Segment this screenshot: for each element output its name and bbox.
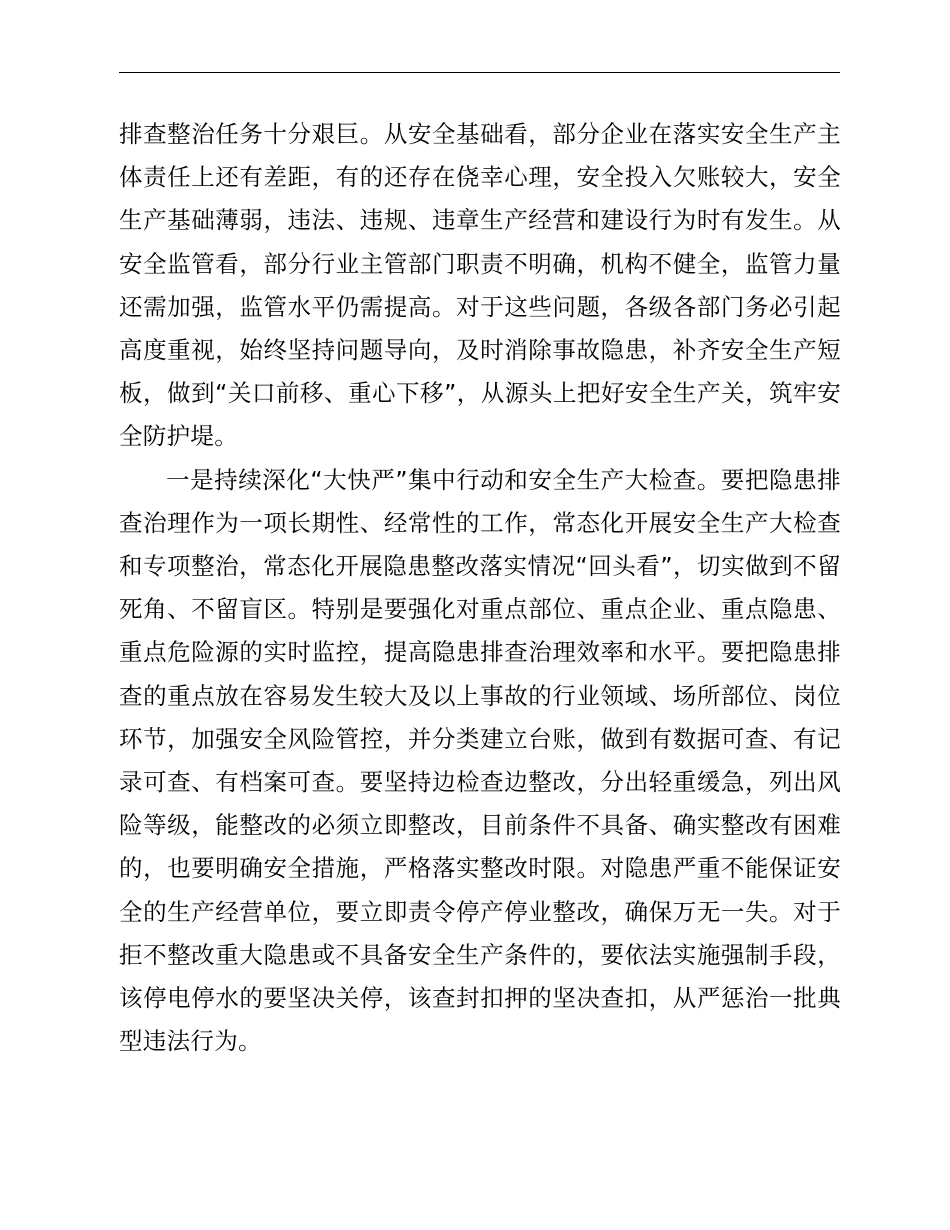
document-body xyxy=(119,113,841,1063)
paragraph-2: 一是持续深化“大快严”集中行动和安全生产大检查。要把隐患排查治理作为一项长期性、经常性的工作，常态化开展安全生产大检查和专项整治，常态化开展隐患整改落实情况“回头看”，切实做到不留死角、不留盲区。特别是要强化对重点部位、重点企业、重点隐患、重点危险源的实时监控，提高隐患排查治理效率和水平。要把隐患排查的重点放在容易发生较大及以上事故的行业领域、场所部位、岗位环节，加强安全风险管控，并分类建立台账，做到有数据可查、有记录可查、有档案可查。要坚持边检查边整改，分出轻重缓急，列出风险等级，能整改的必须立即整改，目前条件不具备、确实整改有困难的，也要明确安全措施，严格落实整改时限。对隐患严重不能保证安全的生产经营单位，要立即责令停产停业整改，确保万无一失。对于拒不整改重大隐患或不具备安全生产条件的，要依法实施强制手段，该停电停水的要坚决关停，该查封扣押的坚决查扣，从严惩治一批典型违法行为。 xyxy=(119,465,841,1056)
paragraph-1: 排查整治任务十分艰巨。从安全基础看，部分企业在落实安全生产主体责任上还有差距，有的还存在侥幸心理，安全投入欠账较大，安全生产基础薄弱，违法、违规、违章生产经营和建设行为时有发生。从安全监管看，部分行业主管部门职责不明确，机构不健全，监管力量还需加强，监管水平仍需提高。对于这些问题，各级各部门务必引起高度重视，始终坚持问题导向，及时消除事故隐患，补齐安全生产短板，做到“关口前移、重心下移”，从源头上把好安全生产关，筑牢安全防护堤。 xyxy=(119,120,841,451)
header-rule xyxy=(119,72,840,73)
